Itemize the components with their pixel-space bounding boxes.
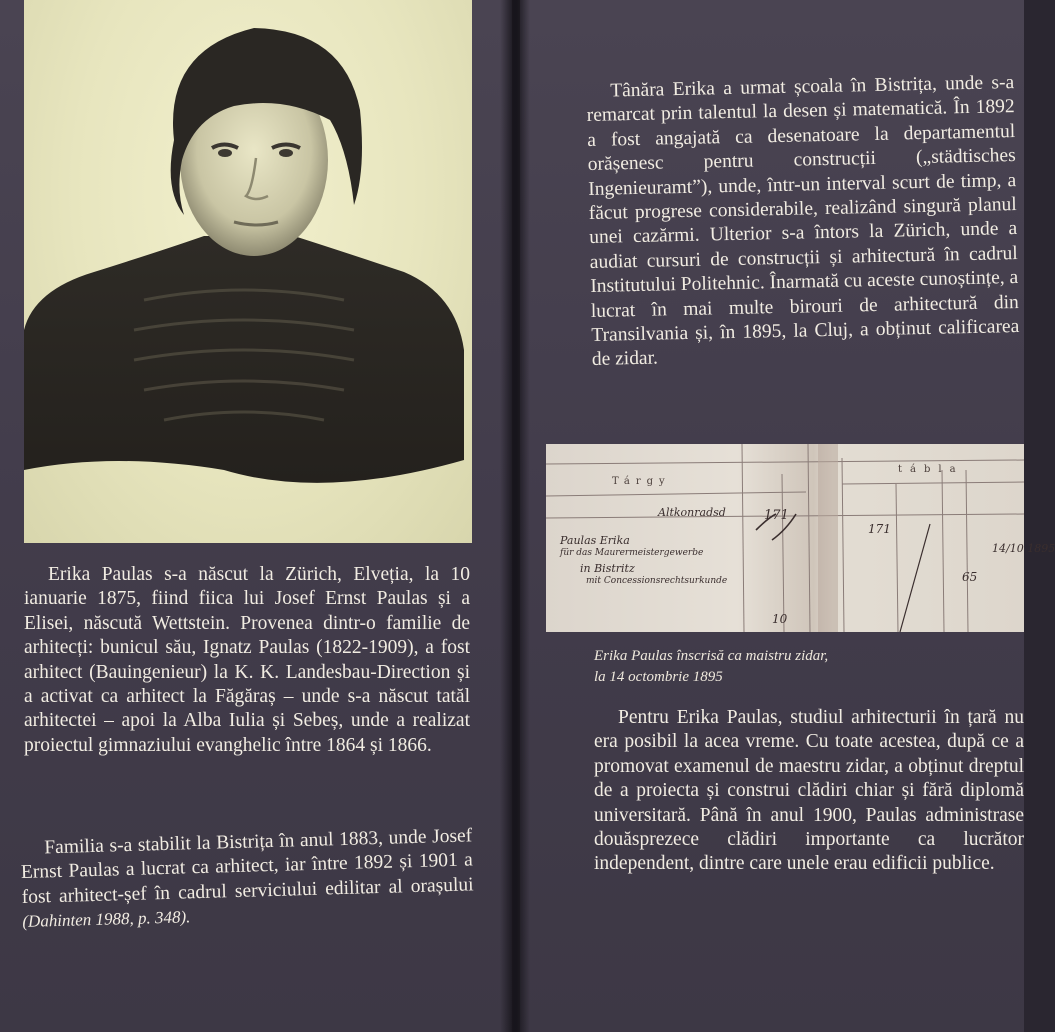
register-number: 14/10 1895	[992, 542, 1055, 555]
photo-caption-line-2: la 14 octombrie 1895	[594, 669, 723, 685]
register-number: 171	[868, 522, 891, 536]
register-entry: für das Maurermeistergewerbe	[560, 548, 704, 558]
register-number: 65	[962, 570, 978, 584]
book-spine	[500, 0, 530, 1032]
register-number: 171	[764, 508, 789, 523]
left-paragraph-family-text: Familia s-a stabilit la Bistrița în anul 1883, unde Josef Ernst Paulas a lucrat ca arhitect, iar între 1892 și 1901 a fost arhitect-șef în cadrul serviciului edilitar al orașului	[20, 825, 474, 908]
register-entry: Paulas Erika	[560, 534, 630, 547]
register-entry: Altkonradsd	[658, 506, 726, 519]
right-paragraph-education: Tânăra Erika a urmat școala în Bistrița, unde s-a remarcat prin talentul la desen și matematică. În 1892 a fost angajată ca desenatoare la departamentul orășenesc pentru construcții („städtisches Ingenieuramt”), unde, într-un interval scurt de timp, a făcut progrese considerabile, realizând singură planul unei cazărmi. Ulterior s-a întors la Zürich, unde a audiat cursuri de construcții și arhitectură în cadrul Institutului Politehnic. Înarmată cu aceste cunoștințe, a lucrat în mai multe birouri de arhitectură din Transilvania și, în 1895, la Cluj, a obținut calificarea de zidar.	[586, 72, 1020, 371]
right-paragraph-career: Pentru Erika Paulas, studiul arhitecturii în țară nu era posibil la acea vreme. Cu toate acestea, după ce a promovat examenul de maestru zidar, a obținut dreptul de a proiecta și construi clădiri chiar și fără diplomă universitară. Până în anul 1900, Paulas administrase douăsprezece clădiri importante ca lucrător independent, dintre care unele erau edificii publice.	[594, 707, 1024, 875]
register-number: 10	[772, 612, 788, 626]
register-header-left: Tárgy	[612, 476, 671, 487]
citation: (Dahinten 1988, p. 348).	[22, 907, 191, 932]
portrait-photo	[24, 0, 472, 543]
photo-caption-line-1: Erika Paulas înscrisă ca maistru zidar,	[594, 648, 829, 664]
register-entry: mit Concessionsrechtsurkunde	[586, 576, 728, 586]
left-paragraph-birth: Erika Paulas s-a născut la Zürich, Elveția, la 10 ianuarie 1875, fiind fiica lui Josef Ernst Paulas și a Elisei, născută Wettstein. Provenea dintr-o familie de arhitecți: bunicul său, Ignatz Paulas (1822-1909), a fost arhitect (Bauingenieur) la K. K. Landesbau-Direction și a activat ca arhitect la Făgăraș – unde s-a născut tatăl arhitectei – apoi la Alba Iulia și Sebeș, unde a realizat proiectul gimnaziului evanghelic între 1864 și 1866.	[24, 564, 470, 756]
register-entry: in Bistritz	[580, 562, 635, 575]
left-paragraph-family	[20, 824, 475, 934]
register-document-photo	[546, 444, 1055, 632]
register-header-right: tábla	[898, 464, 964, 475]
portrait-illustration	[24, 0, 472, 543]
dress-shape	[24, 236, 464, 483]
